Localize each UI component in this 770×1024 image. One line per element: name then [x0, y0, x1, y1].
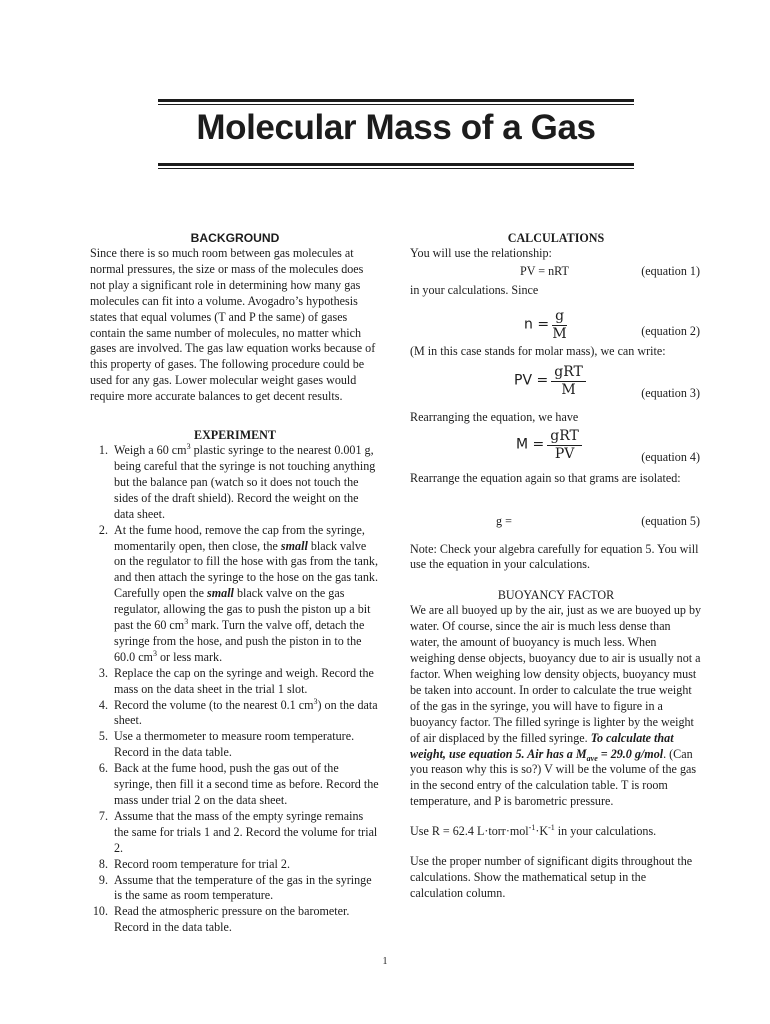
gas-constant-note: Use R = 62.4 $L\cdot torr\cdot mol^{-1}\cdot K^{-1}$ in your calculations. [410, 823, 657, 839]
calculations-rearrange-again: Rearrange the equation again so that grams are isolated: [410, 470, 681, 485]
equation-2: n = $\frac{g}{M}$ (equation 2) [524, 307, 700, 342]
page-number: 1 [382, 956, 388, 967]
background-text: Since there is so much room between gas molecules at normal pressures, the size or mass of the molecules does not play a significant role in determining how many gas molecules can fit into a volume. Avogadro’s hypothesis states that equal volumes (T and P the same) of gases contain the same number of molecules, no matter which gases are involved. The gas law equation works because of this property of gases. The following procedure could be used for any gas. Lower molecular weight gases would require more accurate balances to get decent results. [90, 246, 376, 404]
title-rule-bottom-thick [158, 163, 634, 166]
experiment-step: 1. Weigh a 60 $cm^3$ plastic syringe to the nearest 0.001 g, being careful that the syringe is not touching anything but the balance pan (watch so it does not touch the sides of the draft shield). Record the weight on the data sheet. [98, 442, 376, 521]
equation-3: PV = $\frac{\text{gRT}}{M}$ (equation 3) [514, 363, 700, 400]
buoyancy-heading: BUOYANCY FACTOR [497, 588, 615, 603]
experiment-step: 4. Record the volume (to the nearest 0.1 $cm^3$) on the data sheet. [98, 696, 378, 728]
experiment-heading: EXPERIMENT [194, 428, 276, 443]
experiment-step: 2. At the fume hood, remove the cap from the syringe, momentarily open, then close, the small black valve on the regulator to fill the hose with gas from the tank, and then attach the syringe to the hose on the gas tank. Carefully open the small black valve on the gas regulator, allowing the gas to push the piston up a bit past the 60 $cm^3$ mark. Turn the valve off, detach the syringe from the hose, and push the piston in to the 60.0 $cm^3$ or less mark. [98, 522, 378, 664]
equation-3-fraction: $\frac{\text{gRT}}{M}$ [551, 364, 586, 399]
right-column [410, 230, 702, 902]
sig-fig-note: Use the proper number of significant digits throughout the calculations. Show the mathematical setup in the calculation column. [410, 854, 693, 900]
experiment-step: 3. Replace the cap on the syringe and weigh. Record the mass on the data sheet in the trial 1 slot. [98, 665, 374, 696]
calculations-since: in your calculations. Since [410, 282, 539, 297]
experiment-step: 5. Use a thermometer to measure room temperature. Record in the data table. [98, 729, 355, 760]
calculations-rearranging: Rearranging the equation, we have [410, 409, 579, 424]
calculations-note: Note: Check your algebra carefully for equation 5. You will use the equation in your calculations. [410, 541, 699, 572]
experiment-step: 6. Back at the fume hood, push the gas out of the syringe, then fill it a second time as before. Record the mass under trial 2 on the data sheet. [98, 761, 379, 807]
title-rule-bottom-thin [158, 168, 634, 169]
equation-4: M = $\frac{\text{gRT}}{PV}$ (equation 4) [516, 427, 700, 464]
calculations-intro: You will use the relationship: [410, 246, 552, 260]
equation-2-fraction: $\frac{g}{M}$ [552, 307, 567, 342]
experiment-step: 10. Read the atmospheric pressure on the barometer. Record in the data table. [92, 904, 350, 935]
experiment-step: 8. Record room temperature for trial 2. [98, 856, 290, 871]
equation-4-fraction: $\frac{\text{gRT}}{PV}$ [547, 428, 582, 463]
background-heading: BACKGROUND [190, 231, 280, 245]
buoyancy-text: We are all buoyed up by the air, just as we are buoyed up by water. Of course, since the air is much less dense than water, the amount of buoyancy is much less. When weighing dense objects, buoyancy due to air is usually not a factor. When weighing low density objects, buoyancy must be taken into account. In order to calculate the true weight of the gas in the syringe, you will have to figure in a buoyancy factor. The filled syringe is lighter by the weight of air displaced by the filled syringe. To calculate that weight, use equation 5. Air has a $M_{ave} = 29.0$ g/mol. (Can you reason why this is so?) V will be the volume of the gas in the second entry of the calculation table. T is room temperature, and P is barometric pressure. [410, 603, 702, 809]
equation-1: PV = nRT (equation 1) [520, 263, 700, 278]
calculations-heading: CALCULATIONS [507, 231, 605, 245]
title-rule-top-thin [158, 104, 634, 105]
left-column [90, 230, 380, 936]
experiment-steps [90, 443, 380, 936]
title-rule-top-thick [158, 99, 634, 102]
calculations-molar-note: (M in this case stands for molar mass), we can write: [410, 343, 666, 358]
experiment-step: 9. Assume that the temperature of the gas in the syringe is the same as room temperature. [98, 872, 372, 903]
page-title: Molecular Mass of a Gas [196, 108, 596, 147]
equation-5: g = (equation 5) [496, 513, 700, 528]
experiment-step: 7. Assume that the mass of the empty syringe remains the same for trials 1 and 2. Record the volume for trial 2. [98, 808, 378, 855]
